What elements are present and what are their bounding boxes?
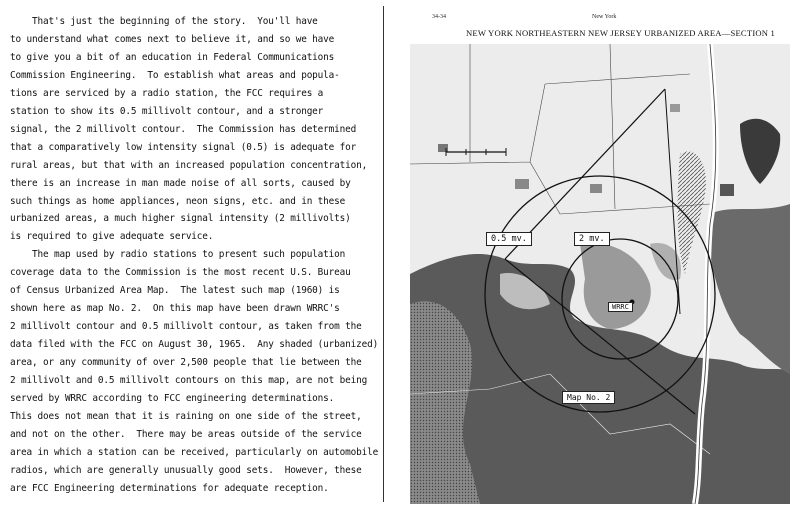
community-patch — [720, 184, 734, 196]
census-urbanized-area-map — [410, 44, 790, 504]
page-marker: 34-34 — [432, 14, 446, 20]
text-line: This does not mean that it is raining on one side of the street, — [10, 410, 362, 422]
text-line: there is an increase in man made noise of all sorts, caused by — [10, 177, 351, 189]
map-column — [386, 0, 800, 512]
text-line: area, or any community of over 2,500 people that lie between the — [10, 357, 362, 369]
text-line: That's just the beginning of the story. You'll have — [10, 16, 318, 27]
text-line: to give you a bit of an education in Federal Communications — [10, 51, 335, 63]
map-title: NEW YORK NORTHEASTERN NEW JERSEY URBANIZED AREA—SECTION 1 — [466, 28, 776, 38]
community-patch — [515, 179, 529, 189]
transmitter-label: WRRC — [608, 302, 633, 312]
contour-label-2mv: 2 mv. — [574, 232, 610, 246]
text-line: tions are serviced by a radio station, the FCC requires a — [10, 87, 324, 99]
text-line: area in which a station can be received, particularly on automobile — [10, 446, 379, 458]
text-line: data filed with the FCC on August 30, 1965. Any shaded (urbanized) — [10, 339, 379, 351]
text-line: urbanized areas, a much higher signal intensity (2 millivolts) — [10, 213, 351, 225]
text-line: station to show its 0.5 millivolt contour, and a stronger — [10, 105, 324, 117]
map-number-label: Map No. 2 — [562, 391, 615, 404]
text-line: shown here as map No. 2. On this map have been drawn WRRC's — [10, 303, 340, 315]
text-line: that a comparatively low intensity signal (0.5) is adequate for — [10, 141, 357, 153]
text-line: signal, the 2 millivolt contour. The Commission has determined — [10, 123, 357, 135]
text-line: served by WRRC according to FCC engineering determinations. — [10, 392, 335, 404]
text-line: 2 millivolt and 0.5 millivolt contours on this map, are not being — [10, 375, 368, 386]
state-label: New York — [592, 14, 617, 20]
text-line: Commission Engineering. To establish what areas and popula- — [10, 69, 340, 81]
text-line: radios, which are generally unusually good sets. However, these — [10, 464, 362, 476]
text-line: 2 millivolt contour and 0.5 millivolt contour, as taken from the — [10, 321, 362, 333]
text-line: rural areas, but that with an increased population concentration, — [10, 159, 368, 171]
text-line: to understand what comes next to believe it, and so we have — [10, 33, 335, 45]
community-patch — [590, 184, 602, 193]
community-patch — [670, 104, 680, 112]
map-drawing — [410, 44, 790, 504]
text-line: and not on the other. There may be areas outside of the service — [10, 428, 362, 440]
text-line: coverage data to the Commission is the most recent U.S. Bureau — [10, 267, 351, 279]
article-text-column — [0, 0, 382, 512]
contour-label-0.5mv: 0.5 mv. — [486, 232, 532, 246]
text-line: The map used by radio stations to present such population — [10, 249, 346, 261]
text-line: of Census Urbanized Area Map. The latest such map (1960) is — [10, 285, 340, 297]
text-line: is required to give adequate service. — [10, 231, 214, 243]
text-line: such things as home appliances, neon signs, etc. and in these — [10, 195, 346, 207]
text-line: are FCC Engineering determinations for adequate reception. — [10, 482, 329, 494]
column-divider — [383, 6, 384, 502]
